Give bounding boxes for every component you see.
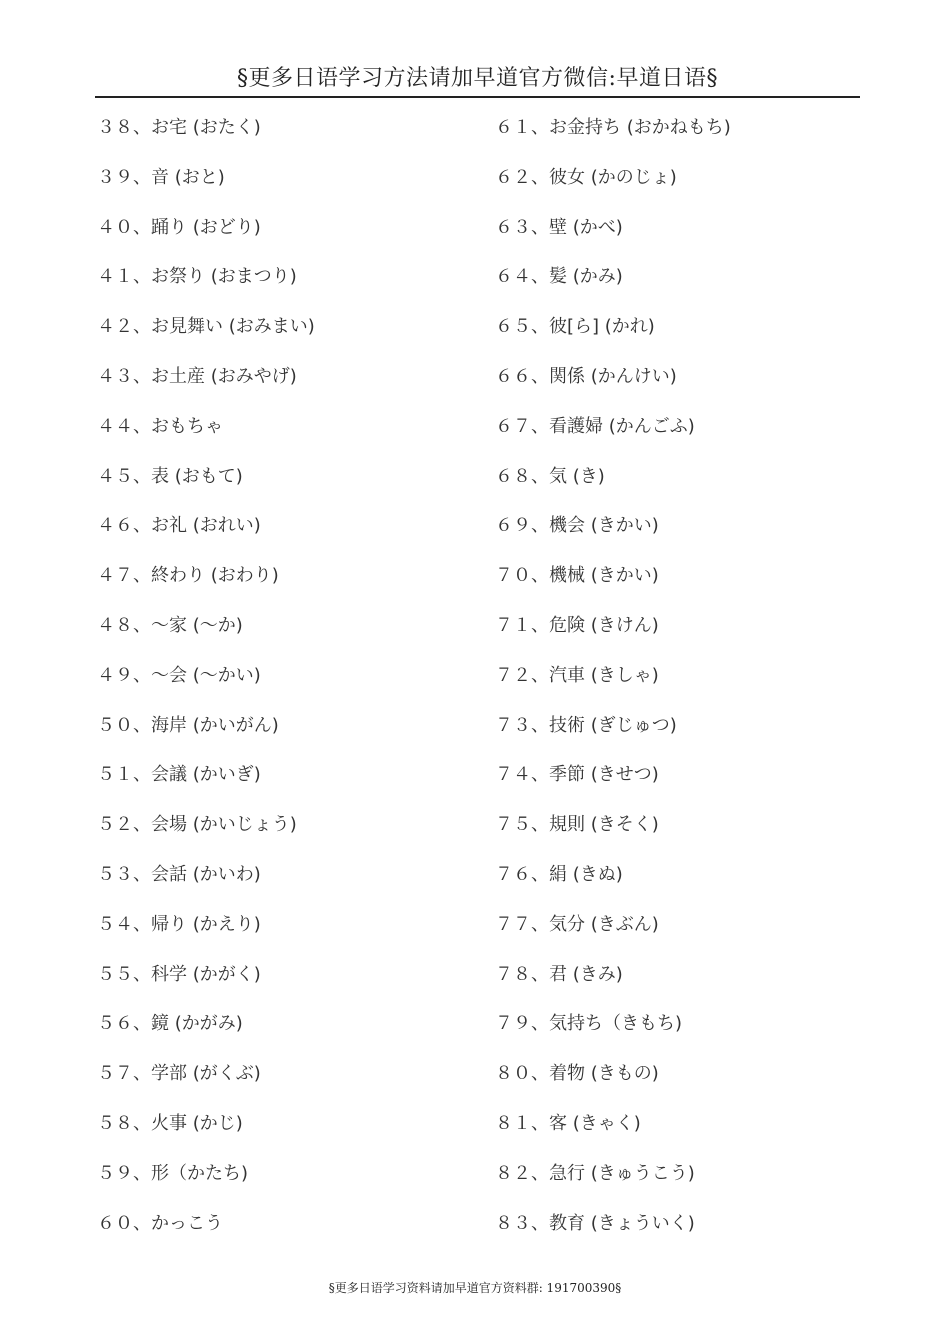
vocab-entry: ６７、看護婦 (かんごふ) xyxy=(495,415,695,437)
vocab-entry: ６１、お金持ち (おかねもち) xyxy=(495,117,731,138)
vocab-entry: ４３、お土産 (おみやげ) xyxy=(97,365,297,387)
vocab-entry: ６０、かっこう xyxy=(97,1212,223,1234)
vocab-entry: ７０、機械 (きかい) xyxy=(495,565,659,587)
vocab-entry: ５１、会議 (かいぎ) xyxy=(97,764,261,786)
vocab-entry: ８０、着物 (きもの) xyxy=(495,1063,659,1085)
vocab-entry: ７７、気分 (きぶん) xyxy=(495,913,659,935)
vocab-entry: ７８、君 (きみ) xyxy=(495,963,623,985)
vocab-entry: ７５、規則 (きそく) xyxy=(495,814,659,836)
vocab-entry: ５８、火事 (かじ) xyxy=(97,1112,243,1134)
vocab-entry: ８１、客 (きゃく) xyxy=(495,1112,641,1134)
vocab-entry: ６８、気 (き) xyxy=(495,465,605,487)
vocab-entry: ３８、お宅 (おたく) xyxy=(97,117,261,138)
vocab-entry: ７６、絹 (きぬ) xyxy=(495,863,623,885)
vocab-entry: ８２、急行 (きゅうこう) xyxy=(495,1162,695,1184)
vocab-entry: ６６、関係 (かんけい) xyxy=(495,365,677,387)
vocab-column-left xyxy=(97,110,497,1255)
vocab-entry: ５２、会場 (かいじょう) xyxy=(97,814,297,836)
vocab-entry: ７２、汽車 (きしゃ) xyxy=(495,664,659,686)
vocab-entry: ５４、帰り (かえり) xyxy=(97,913,261,935)
vocab-entry: ７４、季節 (きせつ) xyxy=(495,764,659,786)
vocab-entry: ６５、彼[ら] (かれ) xyxy=(495,316,655,338)
vocab-entry: ５７、学部 (がくぶ) xyxy=(97,1063,261,1085)
vocab-entry: ６２、彼女 (かのじょ) xyxy=(495,166,677,188)
vocab-entry: ４２、お見舞い (おみまい) xyxy=(97,316,315,338)
page-footer: §更多日语学习资料请加早道官方资料群: 191700390§ xyxy=(328,1281,622,1295)
page-header: §更多日语学习方法请加早道官方微信:早道日语§ xyxy=(95,62,860,98)
vocab-column-right xyxy=(495,110,895,1255)
vocab-entry: ４４、おもちゃ xyxy=(97,415,223,437)
vocab-entry: ６４、髪 (かみ) xyxy=(495,266,623,288)
vocab-entry: ３９、音 (おと) xyxy=(97,166,225,188)
vocab-entry: ５６、鏡 (かがみ) xyxy=(97,1013,243,1035)
vocab-entry: ５９、形（かたち) xyxy=(97,1162,249,1184)
vocab-entry: ４８、～家 (～か) xyxy=(97,614,243,636)
vocab-entry: ４５、表 (おもて) xyxy=(97,465,243,487)
vocab-entry: ５３、会話 (かいわ) xyxy=(97,863,261,885)
vocab-entry: ６３、壁 (かべ) xyxy=(495,216,623,238)
vocab-entry: ７１、危険 (きけん) xyxy=(495,614,659,636)
vocab-entry: ４９、～会 (～かい) xyxy=(97,664,261,686)
vocab-entry: ４０、踊り (おどり) xyxy=(97,216,261,238)
vocab-entry: ５５、科学 (かがく) xyxy=(97,963,261,985)
vocab-entry: ７３、技術 (ぎじゅつ) xyxy=(495,714,677,736)
vocab-entry: ４１、お祭り (おまつり) xyxy=(97,266,297,288)
vocab-entry: ５０、海岸 (かいがん) xyxy=(97,714,279,736)
vocab-entry: ４７、終わり (おわり) xyxy=(97,565,279,587)
vocab-entry: ６９、機会 (きかい) xyxy=(495,515,659,537)
vocab-entry: ４６、お礼 (おれい) xyxy=(97,515,261,537)
vocab-entry: ８３、教育 (きょういく) xyxy=(495,1212,695,1234)
vocab-entry: ７９、気持ち（きもち) xyxy=(495,1013,683,1035)
